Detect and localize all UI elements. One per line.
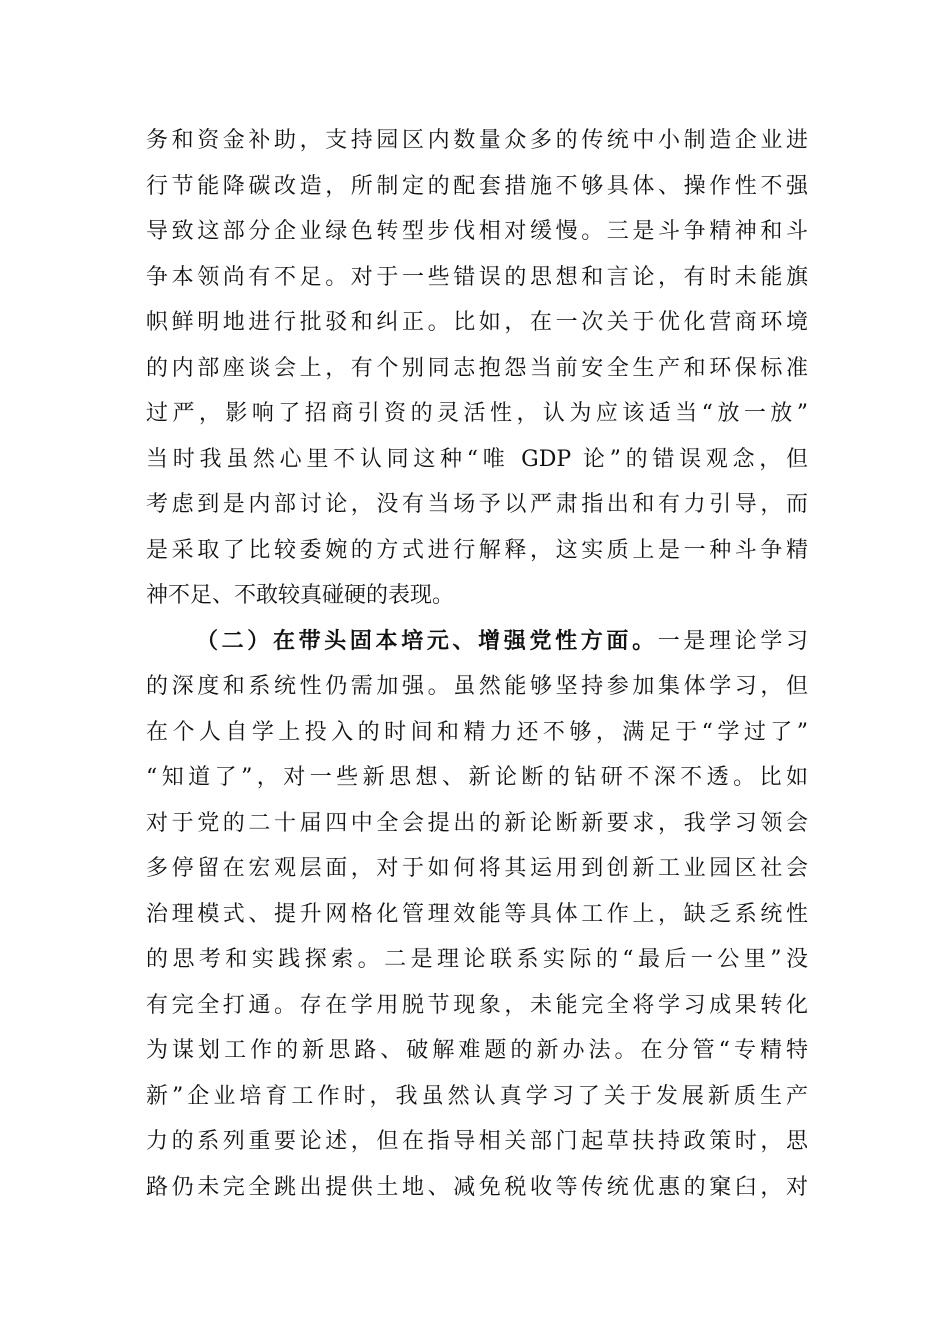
text-line: 新”企业培育工作时，我虽然认真学习了关于发展新质生产 [146, 1083, 808, 1109]
text-run: 一是理论学习 [657, 628, 808, 654]
text-line-first [146, 619, 808, 665]
paragraph-2 [146, 619, 808, 1211]
text-line: 帜鲜明地进行批驳和纠正。比如，在一次关于优化营商环境 [146, 310, 808, 335]
body-text [146, 118, 808, 1210]
paragraph-1 [146, 118, 808, 619]
text-line: 行节能降碳改造，所制定的配套措施不够具体、操作性不强 [146, 173, 808, 199]
text-line: 神不足、不敢较真碰硬的表现。 [146, 583, 455, 608]
text-line: 为谋划工作的新思路、破解难题的新办法。在分管“专精特 [146, 1038, 808, 1063]
text-line: 的内部座谈会上，有个别同志抱怨当前安全生产和环保标准 [146, 355, 808, 381]
text-line: 对于党的二十届四中全会提出的新论断新要求，我学习领会 [146, 810, 808, 836]
text-line: 治理模式、提升网格化管理效能等具体工作上，缺乏系统性 [146, 901, 808, 927]
text-line: 导致这部分企业绿色转型步伐相对缓慢。三是斗争精神和斗 [146, 219, 808, 244]
text-line: 争本领尚有不足。对于一些错误的思想和言论，有时未能旗 [146, 264, 808, 290]
text-line: 有完全打通。存在学用脱节现象，未能完全将学习成果转化 [146, 992, 808, 1018]
text-line: 务和资金补助，支持园区内数量众多的传统中小制造企业进 [146, 128, 808, 153]
text-line: 是采取了比较委婉的方式进行解释，这实质上是一种斗争精 [146, 537, 808, 563]
text-line: 的思考和实践探索。二是理论联系实际的“最后一公里”没 [146, 947, 808, 972]
text-line: 力的系列重要论述，但在指导相关部门起草扶持政策时，思 [146, 1129, 808, 1154]
text-line: 在个人自学上投入的时间和精力还不够，满足于“学过了” [146, 719, 808, 745]
text-line: “知道了”，对一些新思想、新论断的钻研不深不透。比如 [146, 765, 808, 790]
section-heading: （二）在带头固本培元、增强党性方面。 [196, 627, 658, 654]
text-line: 多停留在宏观层面，对于如何将其运用到创新工业园区社会 [146, 856, 808, 881]
text-line: 过严，影响了招商引资的灵活性，认为应该适当“放一放” [146, 401, 808, 426]
text-line: 路仍未完全跳出提供土地、减免税收等传统优惠的窠臼，对 [146, 1174, 808, 1200]
text-line: 当时我虽然心里不认同这种“唯 GDP 论”的错误观念，但 [146, 446, 808, 472]
text-line: 的深度和系统性仍需加强。虽然能够坚持参加集体学习，但 [146, 674, 808, 699]
text-line: 考虑到是内部讨论，没有当场予以严肃指出和有力引导，而 [146, 492, 808, 517]
